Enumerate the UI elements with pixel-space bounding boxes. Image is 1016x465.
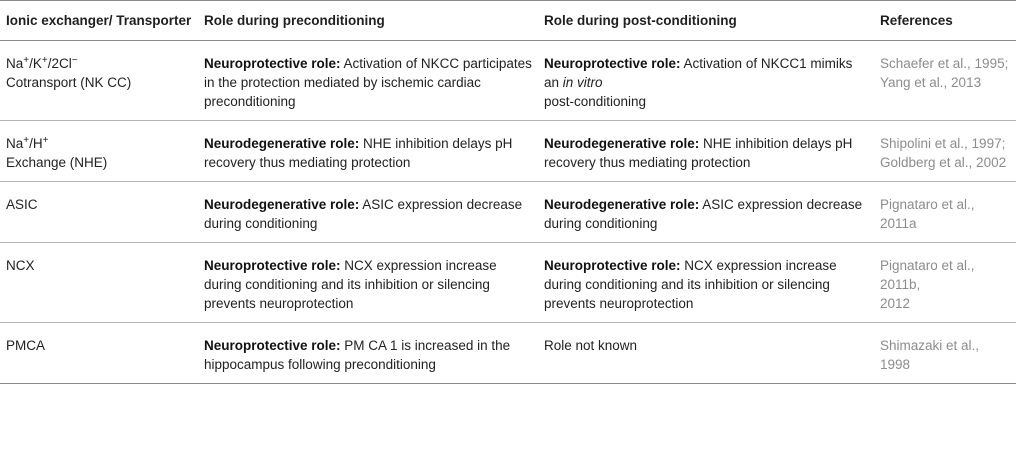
- role-label: Neurodegenerative role:: [544, 136, 700, 151]
- reference-link[interactable]: 2012: [880, 296, 911, 311]
- postconditioning-cell: Neurodegenerative role: NHE inhibition delays pH recovery thus mediating protection: [538, 121, 874, 182]
- exchanger-cell: Na+/K+/2Cl− Cotransport (NK CC): [0, 41, 198, 121]
- table-row: [0, 323, 1016, 384]
- role-label: Neuroprotective role:: [204, 56, 341, 71]
- reference-link[interactable]: Pignataro et al., 2011a: [880, 197, 975, 231]
- preconditioning-cell: Neuroprotective role: PM CA 1 is increased in the hippocampus following preconditioning: [198, 323, 538, 384]
- preconditioning-cell: Neuroprotective role: Activation of NKCC participates in the protection mediated by ischemic cardiac preconditioning: [198, 41, 538, 121]
- reference-link[interactable]: Pignataro et al., 2011b,: [880, 258, 975, 292]
- role-label: Neurodegenerative role:: [204, 197, 360, 212]
- header-preconditioning: Role during preconditioning: [198, 1, 538, 41]
- header-row: [0, 1, 1016, 41]
- table-row: [0, 121, 1016, 182]
- header-references: References: [874, 1, 1016, 41]
- references-cell[interactable]: [874, 323, 1016, 384]
- header-exchanger: Ionic exchanger/ Transporter: [0, 1, 198, 41]
- header-postconditioning: Role during post-conditioning: [538, 1, 874, 41]
- role-label: Neuroprotective role:: [204, 258, 341, 273]
- preconditioning-cell: Neurodegenerative role: ASIC expression decrease during conditioning: [198, 182, 538, 243]
- preconditioning-cell: Neurodegenerative role: NHE inhibition delays pH recovery thus mediating protection: [198, 121, 538, 182]
- exchanger-cell: ASIC: [0, 182, 198, 243]
- references-cell[interactable]: [874, 182, 1016, 243]
- reference-link[interactable]: Shimazaki et al., 1998: [880, 338, 980, 372]
- role-label: Neuroprotective role:: [204, 338, 341, 353]
- reference-link[interactable]: Schaefer et al., 1995;: [880, 56, 1009, 71]
- exchanger-cell: NCX: [0, 243, 198, 323]
- table-row: [0, 243, 1016, 323]
- table-row: [0, 182, 1016, 243]
- role-label: Neurodegenerative role:: [544, 197, 700, 212]
- role-label: Neuroprotective role:: [544, 258, 681, 273]
- references-cell[interactable]: [874, 121, 1016, 182]
- references-cell[interactable]: [874, 41, 1016, 121]
- table-row: [0, 41, 1016, 121]
- role-label: Neuroprotective role:: [544, 56, 681, 71]
- postconditioning-cell: Neurodegenerative role: ASIC expression decrease during conditioning: [538, 182, 874, 243]
- postconditioning-cell: Role not known: [538, 323, 874, 384]
- postconditioning-cell: Neuroprotective role: NCX expression increase during conditioning and its inhibition or silencing prevents neuroprotection: [538, 243, 874, 323]
- references-cell[interactable]: [874, 243, 1016, 323]
- exchanger-cell: Na+/H+ Exchange (NHE): [0, 121, 198, 182]
- reference-link[interactable]: Yang et al., 2013: [880, 75, 982, 90]
- postconditioning-cell: Neuroprotective role: Activation of NKCC1 mimiks an in vitro post-conditioning: [538, 41, 874, 121]
- reference-link[interactable]: Shipolini et al., 1997;: [880, 136, 1006, 151]
- exchanger-cell: PMCA: [0, 323, 198, 384]
- role-label: Neurodegenerative role:: [204, 136, 360, 151]
- preconditioning-cell: Neuroprotective role: NCX expression increase during conditioning and its inhibition or silencing prevents neuroprotection: [198, 243, 538, 323]
- reference-link[interactable]: Goldberg et al., 2002: [880, 155, 1007, 170]
